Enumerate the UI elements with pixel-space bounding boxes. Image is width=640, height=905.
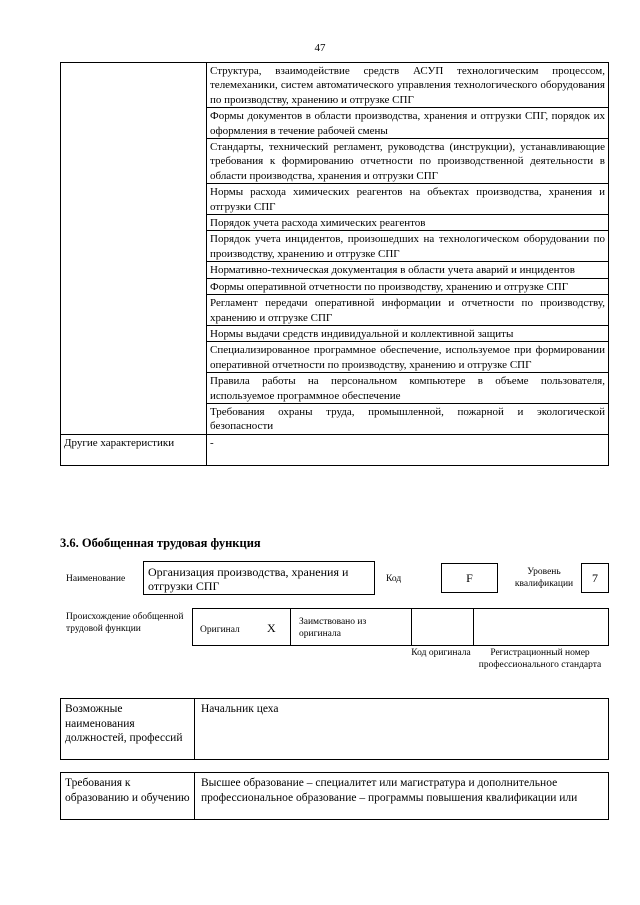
education-label: Требования к образованию и обучению [61,773,195,819]
table-cell: Структура, взаимодействие средств АСУП технологическим процессом, телемеханики, систем автоматического управления технологического оборудования по производству, хранению и отгрузке СПГ [207,63,609,108]
origin-box [192,608,609,646]
original-label: Оригинал [200,625,240,635]
positions-label: Возможные наименования должностей, профессий [61,699,195,759]
name-box [143,561,375,595]
divider [411,609,412,645]
level-value: 7 [592,571,598,585]
table-cell: Нормы расхода химических реагентов на объектах производства, хранения и отгрузки СПГ [207,184,609,215]
other-characteristics-value: - [207,434,609,465]
positions-table [60,698,609,760]
table-cell: Нормативно-техническая документация в области учета аварий и инцидентов [207,262,609,278]
name-label: Наименование [66,574,126,584]
table-cell: Правила работы на персональном компьютере в объеме пользователя, используемое программное обеспечение [207,373,609,404]
origin-label: Происхождение обобщенной трудовой функции [66,612,184,634]
divider [473,609,474,645]
table-cell: Порядок учета инцидентов, произошедших на технологическом оборудовании по производству, хранению и отгрузке СПГ [207,231,609,262]
table-cell: Регламент передачи оперативной информации и отчетности по производству, хранению и отгрузке СПГ [207,295,609,326]
original-mark: X [267,621,276,635]
table-cell: Порядок учета расхода химических реагентов [207,215,609,231]
positions-value: Начальник цеха [201,703,279,715]
divider [290,609,291,645]
table-cell: Стандарты, технический регламент, руководства (инструкции), устанавливающие требования к формированию отчетности по производственной деятельности в области производства, хранения и отгрузки СПГ [207,139,609,184]
page-number: 47 [314,42,326,54]
table-cell: Формы оперативной отчетности по производству, хранению и отгрузке СПГ [207,278,609,294]
table-cell: Специализированное программное обеспечение, используемое при формировании оперативной отчетности по производству, хранению и отгрузке СПГ [207,342,609,373]
table-cell: Нормы выдачи средств индивидуальной и коллективной защиты [207,325,609,341]
other-characteristics-label: Другие характеристики [61,434,207,465]
table-row [61,63,609,108]
competency-table [60,62,609,466]
table-cell: Формы документов в области производства, хранения и отгрузки СПГ, порядок их оформления в течение рабочей смены [207,108,609,139]
code-box [441,563,498,593]
code-label: Код [386,574,402,584]
education-table [60,772,609,820]
name-value: Организация производства, хранения и отгрузки СПГ [148,565,349,593]
table-row [61,434,609,465]
table-cell: Требования охраны труда, промышленной, пожарной и экологической безопасности [207,403,609,434]
level-box [581,563,609,593]
reg-number-label: Регистрационный номер профессионального стандарта [478,648,602,670]
code-value: F [466,571,473,585]
level-label: Уровень квалификации [514,567,574,589]
table-left-cell [61,63,207,435]
education-value: Высшее образование – специалитет или магистратура и дополнительное профессиональное образование – программы повышения квалификации или [201,777,578,804]
section-title: 3.6. Обобщенная трудовая функция [60,536,261,550]
borrowed-label: Заимствовано из оригинала [299,617,367,639]
code-original-label: Код оригинала [411,648,471,658]
